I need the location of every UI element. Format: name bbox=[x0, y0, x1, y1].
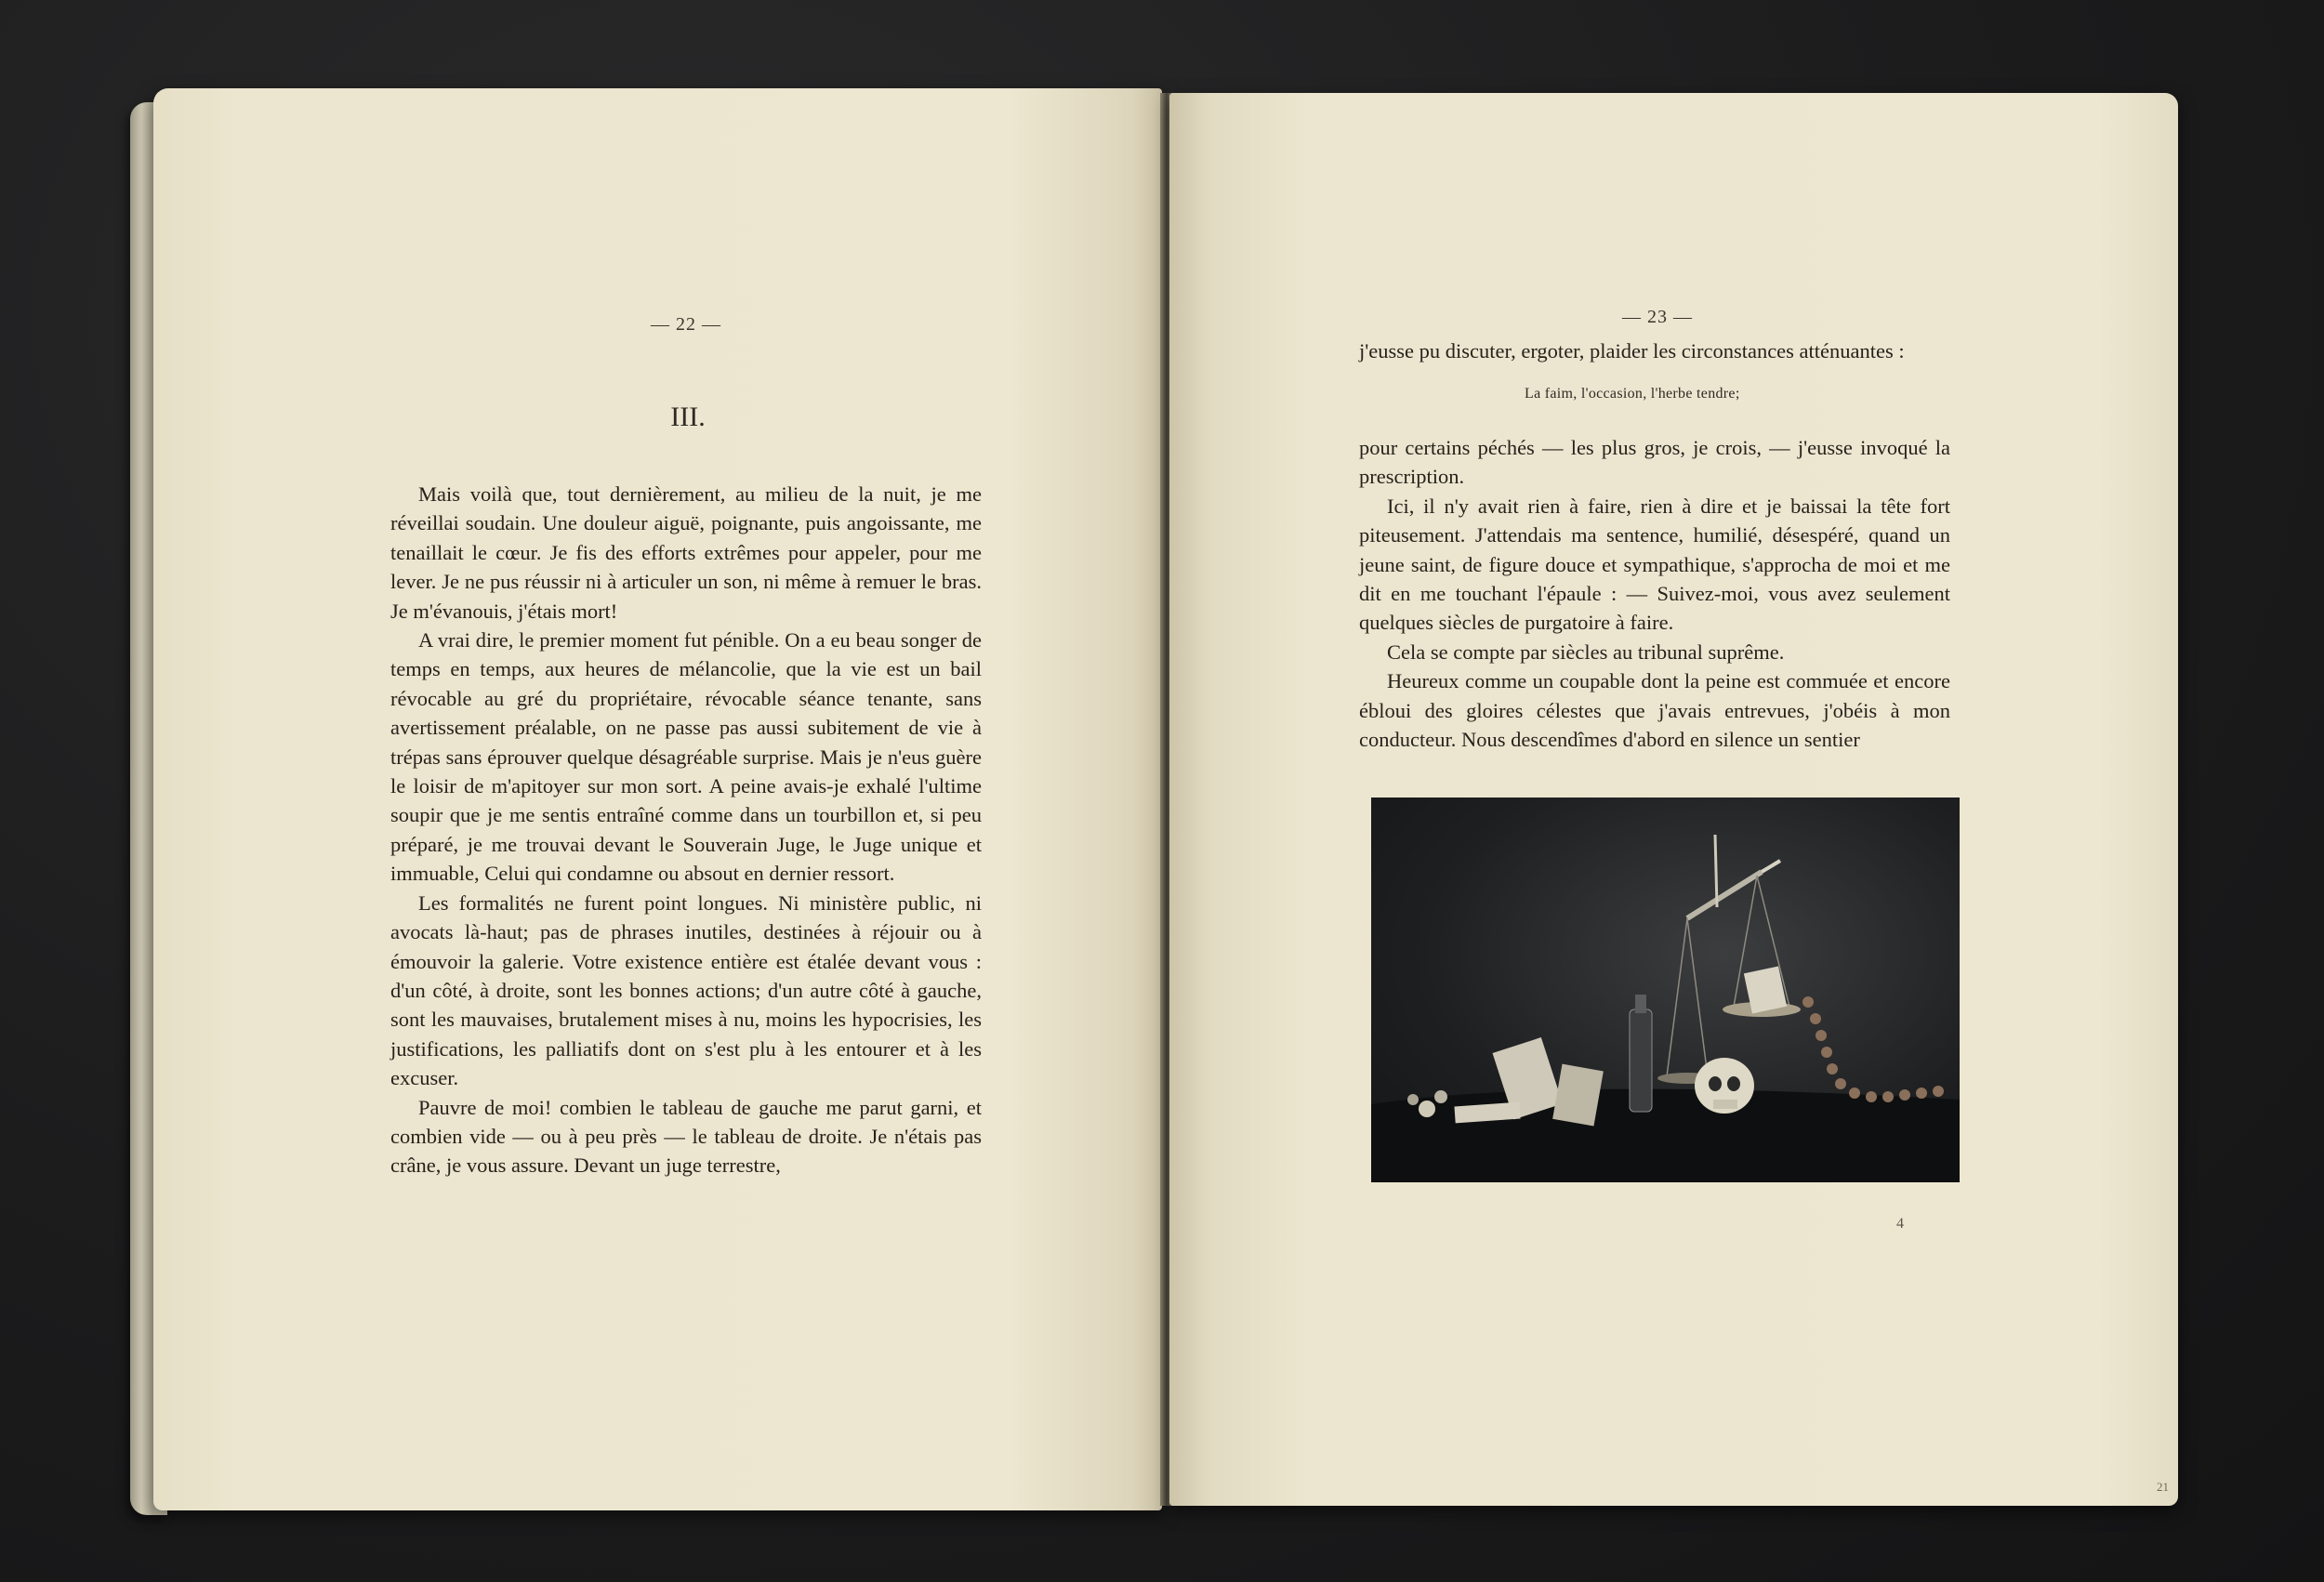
right-paragraph: pour certains péchés — les plus gros, je crois, — j'eusse invoqué la prescription. bbox=[1359, 436, 1950, 489]
left-page-text bbox=[390, 480, 982, 1180]
left-paragraph: Les formalités ne furent point longues. Ni ministère public, ni avocats là-haut; pas de phrases inutiles, destinées à réjouir ou à émouvoir la galerie. Votre existence entière est étalée devant vous : d'un côté, à droite, sont les bonnes actions; d'un autre côté à gauche, sont les mauvaises, brutalement mises à nu, moins les hypocrisies, les justifications, les palliatifs dont on s'est plu à les entourer et à les excuser. bbox=[390, 890, 982, 1090]
right-paragraph: Cela se compte par siècles au tribunal suprême. bbox=[1387, 639, 1785, 664]
still-life-photograph bbox=[1371, 798, 1960, 1182]
left-page-number: — 22 — bbox=[651, 314, 721, 335]
still-life-illustration bbox=[1371, 798, 1960, 1182]
right-page-opening bbox=[1359, 336, 1950, 365]
left-paragraph: Mais voilà que, tout dernièrement, au milieu de la nuit, je me réveillai soudain. Une douleur aiguë, poignante, puis angoissante, me tenaillait le cœur. Je fis des efforts extrêmes pour appeler, pour me lever. Je ne pus réussir ni à articuler un son, ni même à remuer le bras. Je m'évanouis, j'étais mort! bbox=[390, 482, 982, 623]
opening-line: j'eusse pu discuter, ergoter, plaider les circonstances atténuantes : bbox=[1359, 339, 1905, 363]
left-paragraph: A vrai dire, le premier moment fut pénible. On a eu beau songer de temps en temps, aux heures de mélancolie, que la vie est un bail révocable au gré du propriétaire, révocable séance tenante, sans avertissement préalable, on ne passe pas aussi subitement de vie à trépas sans éprouver quelque désagréable surprise. Mais je n'eus guère le loisir de m'apitoyer sur mon sort. A peine avais-je exhalé l'ultime soupir que je me sentis entraîné comme dans un tourbillon et, si peu préparé, je me trouvai devant le Souverain Juge, le Juge unique et immuable, Celui qui condamne ou absout en dernier ressort. bbox=[390, 628, 982, 886]
right-paragraph: Ici, il n'y avait rien à faire, rien à dire et je baissai la tête fort piteusement. J'attendais ma sentence, humilié, désespéré, quand un jeune saint, de figure douce et sympathique, s'approcha de moi et me dit en me touchant l'épaule : — Suivez-moi, vous avez seulement quelques siècles de purgatoire à faire. bbox=[1359, 494, 1950, 635]
corner-mark: 21 bbox=[2157, 1480, 2169, 1494]
chapter-heading: III. bbox=[670, 402, 706, 432]
signature-mark: 4 bbox=[1896, 1216, 1904, 1232]
verse-quotation: La faim, l'occasion, l'herbe tendre; bbox=[1525, 386, 1740, 402]
right-page-text bbox=[1359, 433, 1950, 754]
right-page-number: — 23 — bbox=[1622, 307, 1693, 327]
right-paragraph: Heureux comme un coupable dont la peine est commuée et encore ébloui des gloires célestes que j'avais entrevues, j'obéis à mon conducteur. Nous descendîmes d'abord en silence un sentier bbox=[1359, 669, 1950, 752]
left-paragraph: Pauvre de moi! combien le tableau de gauche me parut garni, et combien vide — ou à peu près — le tableau de droite. Je n'étais pas crâne, je vous assure. Devant un juge terrestre, bbox=[390, 1095, 982, 1178]
